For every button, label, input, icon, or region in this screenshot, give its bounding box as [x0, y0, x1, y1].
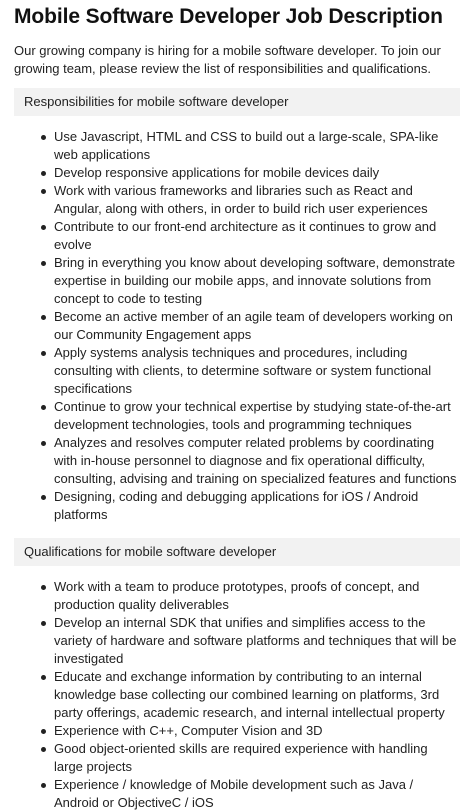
responsibilities-list [14, 128, 460, 524]
list-item: Work with a team to produce prototypes, proofs of concept, and production quality deliverables [38, 578, 460, 614]
list-item: Develop an internal SDK that unifies and simplifies access to the variety of hardware and software platforms and techniques that will be investigated [38, 614, 460, 668]
page-title: Mobile Software Developer Job Description [14, 5, 443, 28]
list-item: Bring in everything you know about developing software, demonstrate expertise in building our mobile apps, and innovate solutions from concept to code to testing [38, 254, 460, 308]
list-item: Work with various frameworks and libraries such as React and Angular, along with others, in order to build rich user experiences [38, 182, 460, 218]
qualifications-list [14, 578, 460, 812]
list-item: Educate and exchange information by contributing to an internal knowledge base collecting our combined learning on platforms, 3rd party offerings, academic research, and internal intellectual property [38, 668, 460, 722]
list-item: Contribute to our front-end architecture as it continues to grow and evolve [38, 218, 460, 254]
list-item: Designing, coding and debugging applications for iOS / Android platforms [38, 488, 460, 524]
list-item: Experience / knowledge of Mobile development such as Java / Android or ObjectiveC / iOS [38, 776, 460, 812]
list-item: Use Javascript, HTML and CSS to build out a large-scale, SPA-like web applications [38, 128, 460, 164]
list-item: Apply systems analysis techniques and procedures, including consulting with clients, to determine software or system functional specifications [38, 344, 460, 398]
qualifications-heading: Qualifications for mobile software developer [14, 538, 460, 566]
list-item: Analyzes and resolves computer related problems by coordinating with in-house personnel to diagnose and fix operational difficulty, consulting, advising and training on specialized features and functions [38, 434, 460, 488]
responsibilities-heading: Responsibilities for mobile software developer [14, 88, 460, 116]
intro-paragraph: Our growing company is hiring for a mobile software developer. To join our growing team, please review the list of responsibilities and qualifications. [14, 43, 441, 76]
list-item: Become an active member of an agile team of developers working on our Community Engagement apps [38, 308, 460, 344]
list-item: Good object-oriented skills are required experience with handling large projects [38, 740, 460, 776]
list-item: Develop responsive applications for mobile devices daily [38, 164, 460, 182]
list-item: Continue to grow your technical expertise by studying state-of-the-art development technologies, tools and programming techniques [38, 398, 460, 434]
list-item: Experience with C++, Computer Vision and 3D [38, 722, 460, 740]
